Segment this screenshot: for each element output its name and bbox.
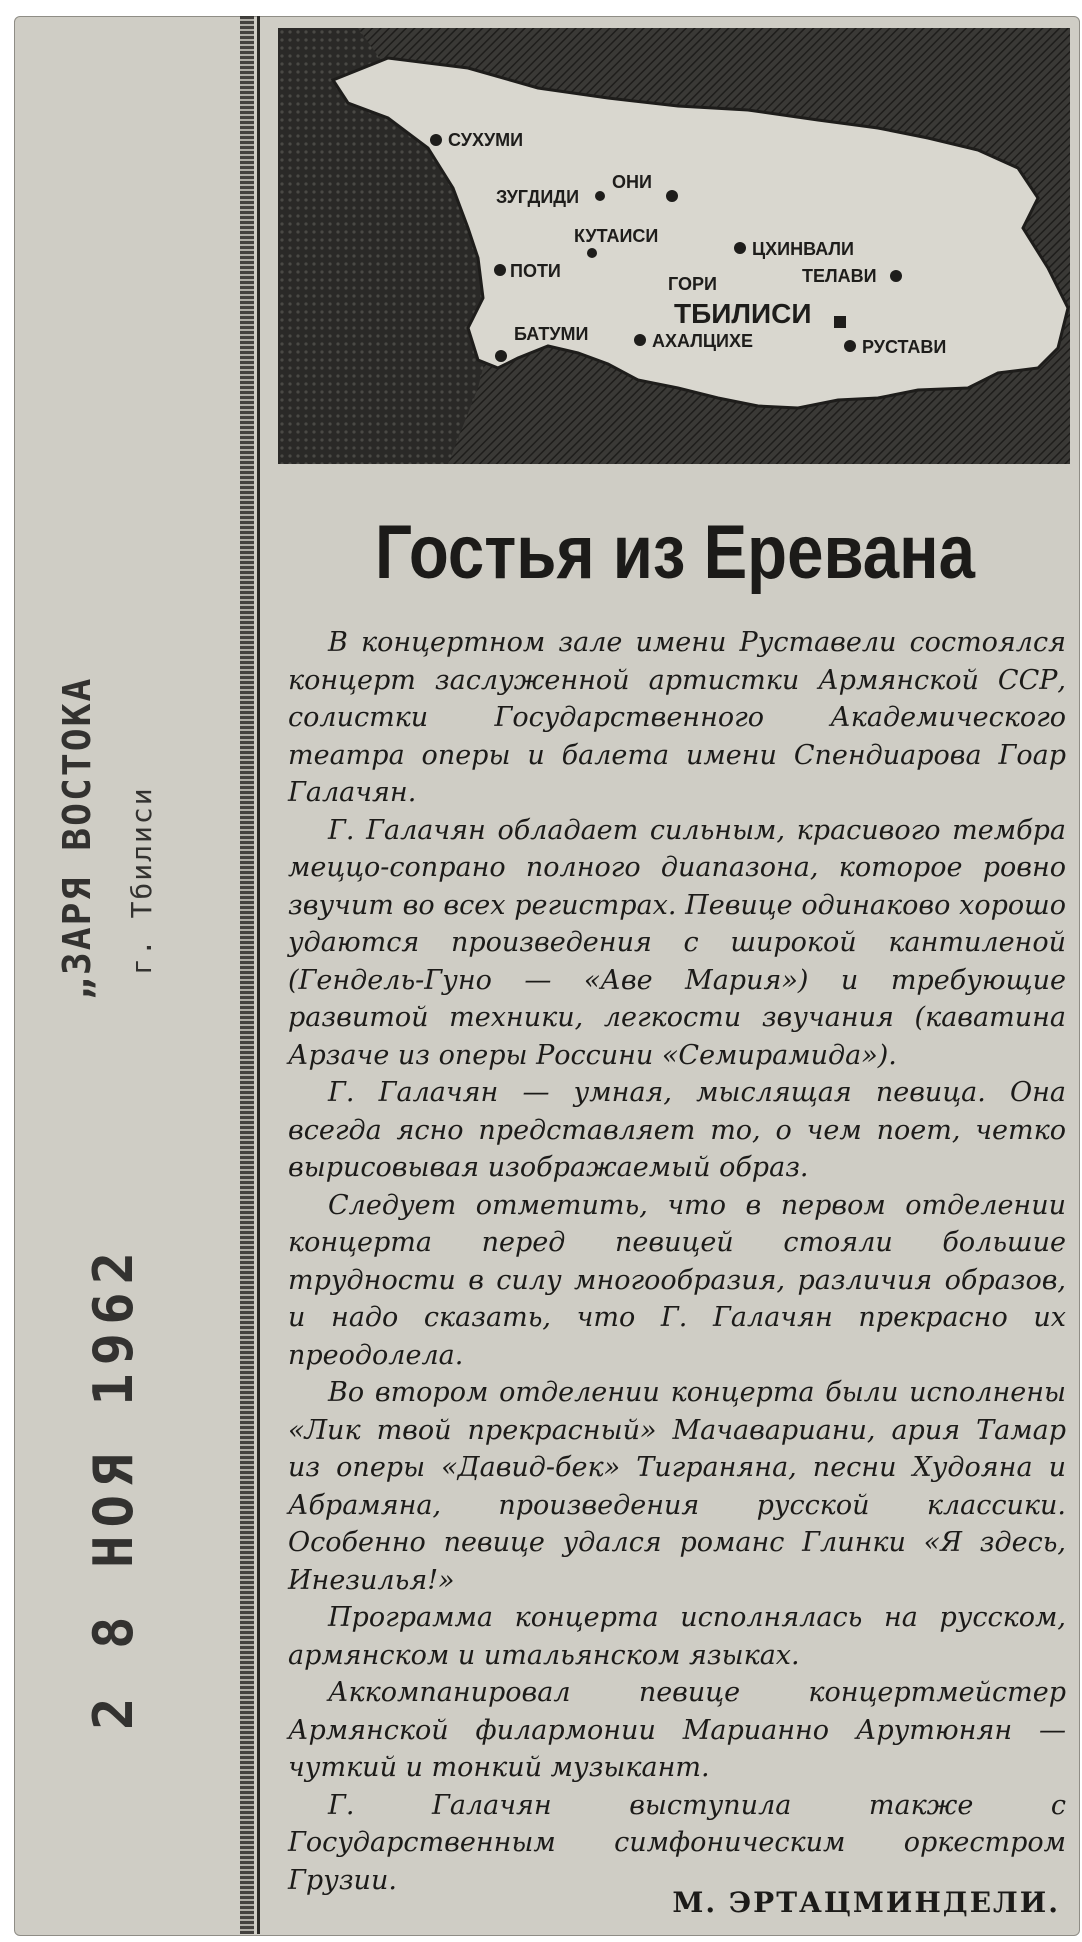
stamp-newspaper-name: „ЗАРЯ ВОСТОКА (55, 676, 99, 1000)
city-dot-akhaltsikhe (634, 334, 646, 346)
city-dot-sukhumi (430, 134, 442, 146)
city-label-gori: ГОРИ (668, 274, 717, 294)
article-paragraph: Программа концерта исполнялась на русском, армянском и итальянском языках. (288, 1602, 1066, 1671)
city-dot-zugdidi (595, 191, 605, 201)
city-label-telavi: ТЕЛАВИ (802, 266, 877, 286)
article-body (288, 624, 1066, 1899)
city-label-sukhumi: СУХУМИ (448, 130, 524, 150)
article-paragraph: Г. Галачян обладает сильным, красивого тембра меццо-сопрано полного диапазона, которое ровно звучит во всех регистрах. Певице одинаково хорошо удаются произведения с широкой кантиленой (Гендель-Гуно — «Аве Мария») и требующие развитой техники, легкости звучания (каватина Арзаче из оперы Россини «Семирамида»). (288, 814, 1066, 1071)
city-dot-rustavi (844, 340, 856, 352)
stamp-date: 2 8 НОЯ 1962 (82, 1243, 145, 1730)
article-headline: Гостья из Еревана (375, 510, 975, 595)
city-label-rustavi: РУСТАВИ (862, 337, 947, 357)
article-paragraph: Следует отметить, что в первом отделении концерта перед певицей стояли большие трудности в силу многообразия, различия образов, и надо сказать, что Г. Галачян прекрасно их преодолела. (288, 1189, 1066, 1371)
city-label-tbilisi: ТБИЛИСИ (674, 298, 812, 329)
map-of-georgia (278, 28, 1070, 464)
city-label-tskhinvali: ЦХИНВАЛИ (752, 239, 854, 259)
city-label-batumi: БАТУМИ (514, 324, 589, 344)
city-marker-tbilisi (834, 316, 846, 328)
city-dot-tskhinvali (734, 242, 746, 254)
article-byline: М. ЭРТАЦМИНДЕЛИ. (672, 1886, 1060, 1919)
city-dot-batumi (495, 350, 507, 362)
city-label-akhaltsikhe: АХАЛЦИХЕ (652, 331, 753, 351)
stamp-city: г. Тбилиси (125, 786, 158, 975)
city-label-oni: ОНИ (612, 172, 652, 192)
city-dot-oni (666, 190, 678, 202)
column-rule (257, 16, 260, 1934)
article-paragraph: Г. Галачян — умная, мыслящая певица. Она всегда ясно представляет то, о чем поет, четко вырисовывая изображаемый образ. (288, 1077, 1066, 1183)
city-dot-kutaisi (587, 248, 597, 258)
article-paragraph: В концертном зале имени Руставели состоялся концерт заслуженной артистки Армянской ССР, солистки Государственного Академического театра оперы и балета имени Спендиарова Гоар Галачян. (288, 627, 1066, 808)
article-paragraph: Аккомпанировал певице концертмейстер Армянской филармонии Марианно Арутюнян — чуткий и тонкий музыкант. (288, 1677, 1066, 1783)
perforation-strip (240, 16, 254, 1934)
article-paragraph: Во втором отделении концерта были исполнены «Лик твой прекрасный» Мачавариани, ария Тамар из оперы «Давид-бек» Тиграняна, песни Худояна и Абрамяна, произведения русской классики. Особенно певице удался романс Глинки «Я здесь, Инезилья!» (288, 1377, 1066, 1596)
city-label-kutaisi: КУТАИСИ (574, 226, 659, 246)
city-label-poti: ПОТИ (510, 261, 561, 281)
city-dot-telavi (890, 270, 902, 282)
article-paragraph: Г. Галачян выступила также с Государственным симфоническим оркестром Грузии. (288, 1789, 1066, 1896)
city-label-zugdidi: ЗУГДИДИ (496, 187, 580, 207)
map-svg (278, 28, 1070, 464)
city-dot-poti (494, 264, 506, 276)
